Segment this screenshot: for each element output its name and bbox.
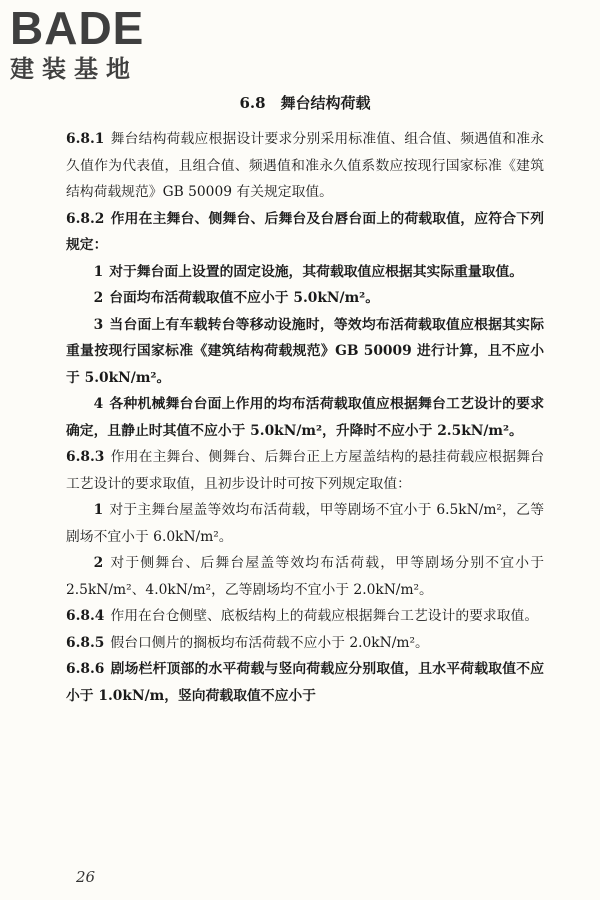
clause-6-8-1: 6.8.1 舞台结构荷载应根据设计要求分别采用标准值、组合值、频遇值和准永久值作为代表值，且组合值、频遇值和准永久值系数应按现行国家标准《建筑结构荷载规范》GB 50009 有关规定取值。 [66, 131, 544, 200]
clause-6-8-5: 6.8.5 假台口侧片的搁板均布活荷载不应小于 2.0kN/m²。 [66, 634, 429, 651]
section-title: 6.8 舞台结构荷载 [239, 94, 371, 112]
clause-6-8-6: 6.8.6 剧场栏杆顶部的水平荷载与竖向荷载应分别取值，且水平荷载取值不应小于 1.0kN/m，竖向荷载取值不应小于 [66, 661, 544, 704]
clause-6-8-3-item-2: 2 对于侧舞台、后舞台屋盖等效均布活荷载，甲等剧场分别不宜小于 2.5kN/m²、4.0kN/m²，乙等剧场均不宜小于 2.0kN/m²。 [66, 555, 544, 598]
clause-6-8-2: 6.8.2 作用在主舞台、侧舞台、后舞台及台唇台面上的荷载取值，应符合下列规定： [66, 210, 544, 253]
logo-subtitle: 建装基地 [10, 55, 138, 83]
document-page [66, 92, 544, 709]
page-number: 26 [76, 868, 96, 886]
clause-6-8-2-item-2: 2 台面均布活荷载取值不应小于 5.0kN/m²。 [93, 290, 380, 306]
clause-6-8-2-item-3: 3 当台面上有车载转台等移动设施时，等效均布活荷载取值应根据其实际重量按现行国家标准《建筑结构荷载规范》GB 50009 进行计算，且不应小于 5.0kN/m²。 [66, 316, 544, 386]
clause-6-8-3: 6.8.3 作用在主舞台、侧舞台、后舞台正上方屋盖结构的悬挂荷载应根据舞台工艺设计的要求取值，且初步设计时可按下列规定取值： [66, 449, 544, 492]
clause-6-8-2-item-1: 1 对于舞台面上设置的固定设施，其荷载取值应根据其实际重量取值。 [93, 263, 524, 280]
clause-6-8-2-item-4: 4 各种机械舞台台面上作用的均布活荷载取值应根据舞台工艺设计的要求确定，且静止时其值不应小于 5.0kN/m²，升降时不应小于 2.5kN/m²。 [66, 396, 544, 439]
clause-6-8-4: 6.8.4 作用在台仓侧壁、底板结构上的荷载应根据舞台工艺设计的要求取值。 [66, 608, 539, 624]
clause-6-8-3-item-1: 1 对于主舞台屋盖等效均布活荷载，甲等剧场不宜小于 6.5kN/m²，乙等剧场不宜小于 6.0kN/m²。 [66, 502, 544, 545]
bade-logo [10, 4, 180, 84]
logo-brand-text: BADE [10, 2, 145, 54]
